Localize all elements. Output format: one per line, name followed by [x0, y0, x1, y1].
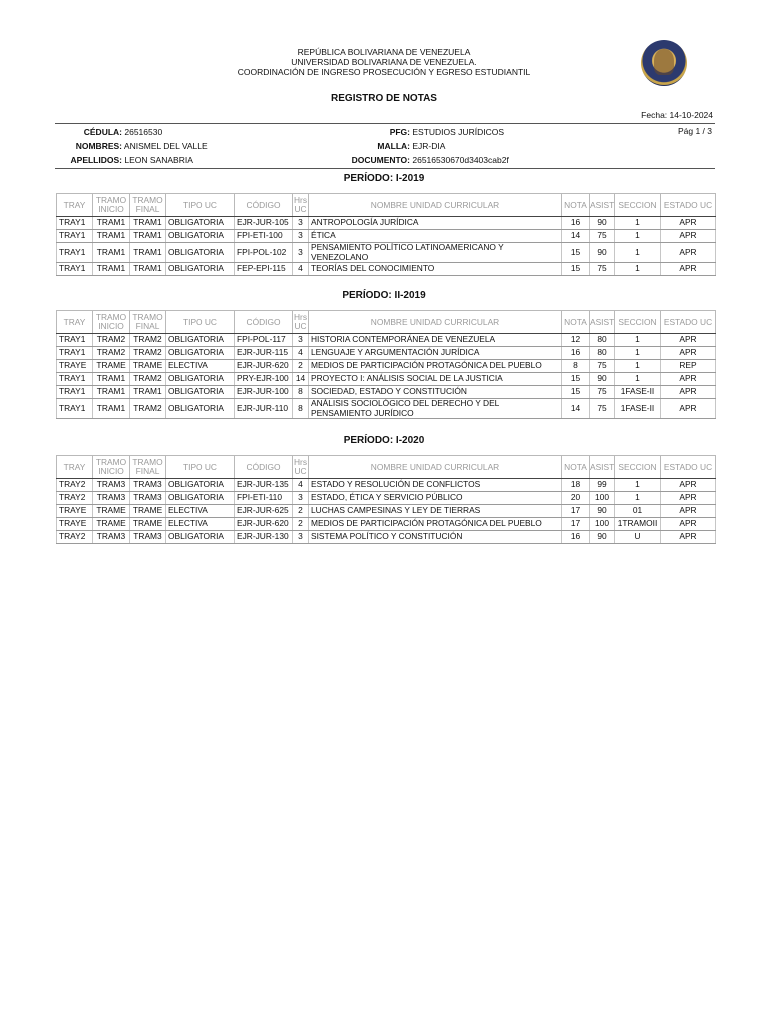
table-cell: EJR-JUR-620 [235, 518, 293, 531]
table-cell: 100 [590, 518, 615, 531]
column-header: TRAMO FINAL [130, 456, 166, 479]
table-cell: 4 [293, 479, 309, 492]
table-row [57, 347, 716, 360]
table-cell: TRAM1 [130, 386, 166, 399]
table-cell: TRAM1 [93, 217, 130, 230]
student-info-right [340, 125, 580, 167]
apellidos-label: APELLIDOS: [70, 155, 122, 165]
period-title: PERÍODO: I-2020 [343, 435, 425, 446]
table-cell: EJR-JUR-115 [235, 347, 293, 360]
column-header: NOMBRE UNIDAD CURRICULAR [309, 194, 562, 217]
table-cell: TRAM1 [130, 217, 166, 230]
table-cell: TRAY2 [57, 479, 93, 492]
table-cell: TRAM2 [130, 334, 166, 347]
table-row [57, 360, 716, 373]
column-header: SECCION [615, 311, 661, 334]
table-cell: 1 [615, 243, 661, 263]
table-cell: TRAM1 [130, 230, 166, 243]
table-cell: OBLIGATORIA [166, 230, 235, 243]
table-cell: ELECTIVA [166, 518, 235, 531]
table-cell: 12 [562, 334, 590, 347]
apellidos-value: LEON SANABRIA [124, 155, 193, 165]
table-cell: 2 [293, 505, 309, 518]
pfg-value: ESTUDIOS JURÍDICOS [412, 127, 504, 137]
table-cell: 90 [590, 243, 615, 263]
table-cell: 1 [615, 230, 661, 243]
table-cell: TRAY2 [57, 531, 93, 544]
page-number: Pág 1 / 3 [677, 126, 712, 136]
table-cell: TRAME [130, 505, 166, 518]
column-header: CÓDIGO [235, 456, 293, 479]
table-cell: ÉTICA [309, 230, 562, 243]
table-cell: EJR-JUR-100 [235, 386, 293, 399]
table-cell: PROYECTO I: ANÁLISIS SOCIAL DE LA JUSTICIA [309, 373, 562, 386]
table-cell: APR [661, 243, 716, 263]
table-cell: 16 [562, 531, 590, 544]
table-cell: APR [661, 347, 716, 360]
table-row [57, 334, 716, 347]
table-cell: OBLIGATORIA [166, 334, 235, 347]
table-row [57, 492, 716, 505]
column-header: ESTADO UC [661, 456, 716, 479]
table-cell: OBLIGATORIA [166, 373, 235, 386]
column-header: ESTADO UC [661, 311, 716, 334]
table-cell: APR [661, 399, 716, 419]
table-cell: TRAM1 [93, 399, 130, 419]
table-row [57, 263, 716, 276]
table-cell: APR [661, 505, 716, 518]
table-cell: HISTORIA CONTEMPORÁNEA DE VENEZUELA [309, 334, 562, 347]
table-cell: 1 [615, 492, 661, 505]
column-header: ESTADO UC [661, 194, 716, 217]
table-cell: OBLIGATORIA [166, 243, 235, 263]
table-row [57, 230, 716, 243]
table-cell: ESTADO Y RESOLUCIÓN DE CONFLICTOS [309, 479, 562, 492]
table-cell: 80 [590, 334, 615, 347]
student-info-left [56, 125, 226, 167]
table-cell: 1 [615, 217, 661, 230]
table-cell: 80 [590, 347, 615, 360]
table-cell: TRAY1 [57, 347, 93, 360]
table-cell: TRAYE [57, 518, 93, 531]
table-cell: FPI-POL-102 [235, 243, 293, 263]
table-cell: 75 [590, 230, 615, 243]
table-cell: 16 [562, 217, 590, 230]
column-header: TRAY [57, 456, 93, 479]
header-line-1: REPÚBLICA BOLIVARIANA DE VENEZUELA [297, 47, 471, 57]
column-header: TRAMO INICIO [93, 456, 130, 479]
table-cell: 3 [293, 334, 309, 347]
table-cell: TRAM1 [93, 243, 130, 263]
column-header: TRAMO INICIO [93, 194, 130, 217]
table-row [57, 531, 716, 544]
column-header: SECCION [615, 456, 661, 479]
table-cell: 8 [293, 399, 309, 419]
table-cell: EJR-JUR-135 [235, 479, 293, 492]
table-cell: 14 [293, 373, 309, 386]
table-cell: APR [661, 531, 716, 544]
column-header: TIPO UC [166, 311, 235, 334]
table-cell: FEP-EPI-115 [235, 263, 293, 276]
table-cell: TRAM2 [93, 347, 130, 360]
malla-label: MALLA: [377, 141, 410, 151]
table-cell: TRAM1 [130, 243, 166, 263]
table-cell: 18 [562, 479, 590, 492]
table-cell: ELECTIVA [166, 360, 235, 373]
divider [55, 123, 715, 124]
table-cell: TEORÍAS DEL CONOCIMIENTO [309, 263, 562, 276]
column-header: NOMBRE UNIDAD CURRICULAR [309, 311, 562, 334]
table-cell: 90 [590, 373, 615, 386]
column-header: CÓDIGO [235, 194, 293, 217]
table-cell: EJR-JUR-110 [235, 399, 293, 419]
table-cell: PENSAMIENTO POLÍTICO LATINOAMERICANO Y VENEZOLANO [309, 243, 562, 263]
column-header: NOMBRE UNIDAD CURRICULAR [309, 456, 562, 479]
column-header: TRAMO FINAL [130, 311, 166, 334]
column-header: TRAY [57, 194, 93, 217]
table-cell: OBLIGATORIA [166, 492, 235, 505]
table-cell: TRAM2 [130, 347, 166, 360]
table-cell: 4 [293, 263, 309, 276]
table-cell: TRAME [130, 360, 166, 373]
table-cell: 1 [615, 360, 661, 373]
table-cell: ANÁLISIS SOCIOLÓGICO DEL DERECHO Y DEL PENSAMIENTO JURÍDICO [309, 399, 562, 419]
header-line-2: UNIVERSIDAD BOLIVARIANA DE VENEZUELA. [291, 57, 477, 67]
table-cell: REP [661, 360, 716, 373]
grades-table [56, 193, 716, 276]
table-cell: 17 [562, 505, 590, 518]
table-cell: 3 [293, 217, 309, 230]
table-cell: TRAY1 [57, 399, 93, 419]
table-cell: APR [661, 492, 716, 505]
pfg-label: PFG: [389, 127, 410, 137]
table-cell: EJR-JUR-625 [235, 505, 293, 518]
column-header: ASIST [590, 311, 615, 334]
table-cell: MEDIOS DE PARTICIPACIÓN PROTAGÓNICA DEL PUEBLO [309, 360, 562, 373]
table-cell: 17 [562, 518, 590, 531]
column-header: TRAMO FINAL [130, 194, 166, 217]
table-cell: 90 [590, 217, 615, 230]
table-cell: 16 [562, 347, 590, 360]
table-row [57, 373, 716, 386]
table-cell: 01 [615, 505, 661, 518]
university-seal-logo [641, 40, 687, 86]
column-header: CÓDIGO [235, 311, 293, 334]
table-cell: APR [661, 386, 716, 399]
table-cell: 20 [562, 492, 590, 505]
divider [55, 168, 715, 169]
table-cell: MEDIOS DE PARTICIPACIÓN PROTAGÓNICA DEL PUEBLO [309, 518, 562, 531]
header-line-3: COORDINACIÓN DE INGRESO PROSECUCIÓN Y EGRESO ESTUDIANTIL [237, 67, 531, 77]
table-cell: TRAY1 [57, 386, 93, 399]
table-cell: 3 [293, 243, 309, 263]
table-cell: TRAM3 [130, 531, 166, 544]
table-cell: 75 [590, 263, 615, 276]
table-cell: TRAM2 [130, 373, 166, 386]
table-cell: APR [661, 230, 716, 243]
table-cell: 8 [562, 360, 590, 373]
table-cell: OBLIGATORIA [166, 386, 235, 399]
table-row [57, 217, 716, 230]
table-cell: APR [661, 373, 716, 386]
column-header: ASIST [590, 194, 615, 217]
table-cell: 1 [615, 479, 661, 492]
table-cell: TRAME [93, 518, 130, 531]
table-cell: ANTROPOLOGÍA JURÍDICA [309, 217, 562, 230]
period-title: PERÍODO: I-2019 [343, 173, 425, 184]
column-header: Hrs UC [293, 311, 309, 334]
table-cell: TRAY1 [57, 217, 93, 230]
column-header: NOTA [562, 311, 590, 334]
column-header: NOTA [562, 194, 590, 217]
table-cell: 8 [293, 386, 309, 399]
table-cell: ELECTIVA [166, 505, 235, 518]
table-cell: 14 [562, 230, 590, 243]
table-cell: APR [661, 334, 716, 347]
table-cell: 75 [590, 399, 615, 419]
table-cell: OBLIGATORIA [166, 479, 235, 492]
column-header: TRAY [57, 311, 93, 334]
column-header: ASIST [590, 456, 615, 479]
table-cell: EJR-JUR-620 [235, 360, 293, 373]
column-header: TIPO UC [166, 194, 235, 217]
table-cell: LUCHAS CAMPESINAS Y LEY DE TIERRAS [309, 505, 562, 518]
table-cell: TRAY1 [57, 334, 93, 347]
table-cell: 1 [615, 263, 661, 276]
table-cell: TRAM3 [93, 492, 130, 505]
table-cell: APR [661, 263, 716, 276]
table-cell: 15 [562, 386, 590, 399]
table-cell: 3 [293, 531, 309, 544]
table-cell: OBLIGATORIA [166, 217, 235, 230]
table-cell: 1 [615, 347, 661, 360]
table-cell: FPI-ETI-110 [235, 492, 293, 505]
table-cell: TRAYE [57, 505, 93, 518]
table-cell: SOCIEDAD, ESTADO Y CONSTITUCIÓN [309, 386, 562, 399]
column-header: NOTA [562, 456, 590, 479]
table-cell: TRAME [130, 518, 166, 531]
table-cell: TRAM3 [130, 479, 166, 492]
table-cell: APR [661, 518, 716, 531]
table-row [57, 479, 716, 492]
table-cell: 2 [293, 360, 309, 373]
table-cell: 3 [293, 230, 309, 243]
column-header: SECCION [615, 194, 661, 217]
table-cell: TRAYE [57, 360, 93, 373]
table-cell: OBLIGATORIA [166, 531, 235, 544]
table-cell: TRAM2 [93, 334, 130, 347]
table-cell: TRAY1 [57, 230, 93, 243]
grades-table [56, 455, 716, 544]
table-cell: 1 [615, 373, 661, 386]
table-cell: TRAY1 [57, 243, 93, 263]
table-cell: TRAM2 [130, 399, 166, 419]
table-cell: TRAM3 [93, 531, 130, 544]
column-header: TIPO UC [166, 456, 235, 479]
cedula-value: 26516530 [124, 127, 163, 137]
table-cell: 75 [590, 360, 615, 373]
table-cell: 75 [590, 386, 615, 399]
table-cell: ESTADO, ÉTICA Y SERVICIO PÚBLICO [309, 492, 562, 505]
document-title: REGISTRO DE NOTAS [331, 93, 437, 104]
table-cell: TRAME [93, 360, 130, 373]
table-cell: 3 [293, 492, 309, 505]
table-cell: TRAY2 [57, 492, 93, 505]
table-cell: APR [661, 479, 716, 492]
table-cell: OBLIGATORIA [166, 399, 235, 419]
table-cell: TRAM1 [93, 230, 130, 243]
malla-value: EJR-DIA [412, 141, 446, 151]
table-row [57, 399, 716, 419]
cedula-label: CÉDULA: [83, 127, 122, 137]
table-cell: LENGUAJE Y ARGUMENTACIÓN JURÍDICA [309, 347, 562, 360]
table-cell: OBLIGATORIA [166, 263, 235, 276]
table-cell: 100 [590, 492, 615, 505]
table-cell: 2 [293, 518, 309, 531]
table-cell: TRAM1 [93, 386, 130, 399]
table-cell: FPI-ETI-100 [235, 230, 293, 243]
table-cell: OBLIGATORIA [166, 347, 235, 360]
table-cell: TRAM1 [130, 263, 166, 276]
table-cell: TRAM1 [93, 263, 130, 276]
table-cell: SISTEMA POLÍTICO Y CONSTITUCIÓN [309, 531, 562, 544]
table-cell: U [615, 531, 661, 544]
table-cell: 15 [562, 263, 590, 276]
documento-value: 26516530670d3403cab2f [412, 155, 509, 165]
table-cell: 15 [562, 243, 590, 263]
table-cell: 90 [590, 505, 615, 518]
table-cell: FPI-POL-117 [235, 334, 293, 347]
column-header: TRAMO INICIO [93, 311, 130, 334]
table-cell: TRAM3 [93, 479, 130, 492]
table-cell: 1FASE-II [615, 399, 661, 419]
table-row [57, 505, 716, 518]
table-cell: TRAM3 [130, 492, 166, 505]
period-title: PERÍODO: II-2019 [342, 290, 426, 301]
table-cell: 99 [590, 479, 615, 492]
table-cell: 1TRAMOII [615, 518, 661, 531]
table-row [57, 243, 716, 263]
nombres-label: NOMBRES: [75, 141, 122, 151]
table-cell: EJR-JUR-105 [235, 217, 293, 230]
table-cell: EJR-JUR-130 [235, 531, 293, 544]
table-row [57, 518, 716, 531]
grades-table [56, 310, 716, 419]
nombres-value: ANISMEL DEL VALLE [123, 141, 208, 151]
column-header: Hrs UC [293, 456, 309, 479]
issue-date: Fecha: 14-10-2024 [641, 110, 713, 120]
table-cell: TRAY1 [57, 263, 93, 276]
table-cell: 14 [562, 399, 590, 419]
table-cell: 15 [562, 373, 590, 386]
documento-label: DOCUMENTO: [351, 155, 410, 165]
table-cell: TRAME [93, 505, 130, 518]
table-row [57, 386, 716, 399]
table-cell: APR [661, 217, 716, 230]
column-header: Hrs UC [293, 194, 309, 217]
table-cell: 1FASE-II [615, 386, 661, 399]
table-cell: 4 [293, 347, 309, 360]
table-cell: 90 [590, 531, 615, 544]
table-cell: TRAY1 [57, 373, 93, 386]
table-cell: TRAM1 [93, 373, 130, 386]
table-cell: 1 [615, 334, 661, 347]
table-cell: PRY-EJR-100 [235, 373, 293, 386]
